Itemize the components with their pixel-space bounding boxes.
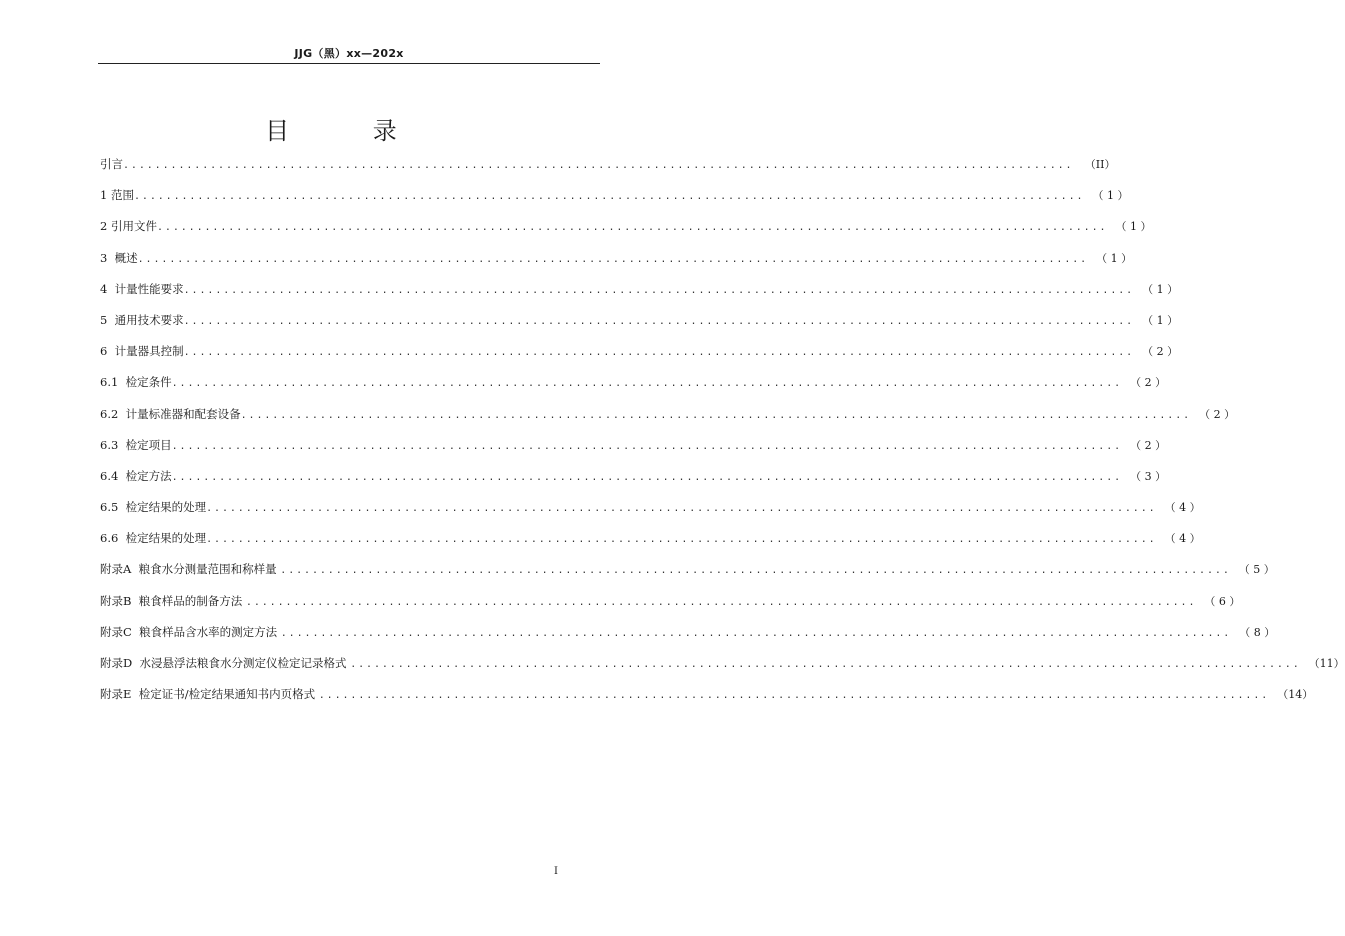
dot-leader: ........................................................................................................................ — [137, 253, 1089, 265]
toc-entry-page: （ 1 ） — [1115, 220, 1152, 234]
toc-entry-page: （14） — [1277, 688, 1314, 702]
dot-leader: ........................................................................................................................ — [350, 659, 1301, 670]
toc-entry-page: （ 3 ） — [1130, 469, 1167, 483]
toc-entry-label: 附录D 水浸悬浮法粮食水分测定仪检定记录格式 — [100, 656, 351, 670]
toc-entry-page: （ 4 ） — [1164, 532, 1201, 546]
toc-entry[interactable] — [100, 367, 1167, 398]
toc-entry[interactable] — [100, 679, 1314, 710]
toc-entry-label: 1 范围 — [100, 188, 134, 203]
table-of-contents — [100, 149, 1345, 710]
toc-entry-page: （ 5 ） — [1238, 563, 1275, 577]
toc-entry-label: 附录C 粮食样品含水率的测定方法 — [100, 624, 281, 639]
page-number: I — [554, 866, 558, 877]
dot-leader: ........................................................................................................................ — [240, 409, 1192, 421]
toc-entry-page: （ 2 ） — [1142, 345, 1179, 359]
toc-entry[interactable] — [100, 336, 1179, 367]
toc-entry-label: 6.1 检定条件 — [100, 375, 172, 390]
dot-leader: ........................................................................................................................ — [206, 503, 1157, 515]
toc-entry-label: 附录E 检定证书/检定结果通知书内页格式 — [100, 687, 319, 702]
toc-entry[interactable] — [100, 305, 1179, 336]
toc-entry-label: 附录A 粮食水分测量范围和称样量 — [100, 562, 281, 577]
toc-entry-page: （ 8 ） — [1239, 625, 1276, 639]
toc-entry-page: （ 1 ） — [1092, 189, 1129, 203]
toc-entry-label: 6.3 检定项目 — [100, 437, 172, 452]
toc-entry[interactable] — [100, 243, 1133, 274]
dot-leader: ........................................................................................................................ — [280, 627, 1232, 639]
toc-entry[interactable] — [100, 180, 1129, 211]
toc-entry-label: 5 通用技术要求 — [100, 312, 184, 327]
toc-entry[interactable] — [100, 648, 1345, 679]
toc-entry-page: （II） — [1084, 158, 1116, 171]
dot-leader: ........................................................................................................................ — [245, 596, 1197, 608]
toc-entry-label: 引言 — [100, 157, 123, 171]
dot-leader: ........................................................................................................................ — [280, 565, 1231, 577]
toc-entry-page: （ 1 ） — [1142, 282, 1179, 296]
toc-entry[interactable] — [100, 274, 1179, 305]
toc-entry[interactable] — [100, 586, 1241, 617]
toc-entry[interactable] — [100, 617, 1276, 648]
toc-entry-label: 6.2 计量标准器和配套设备 — [100, 406, 241, 421]
dot-leader: ........................................................................................................................ — [183, 284, 1135, 296]
toc-entry[interactable] — [100, 211, 1152, 242]
toc-entry-label: 2 引用文件 — [100, 219, 157, 234]
toc-entry[interactable] — [100, 523, 1201, 554]
toc-entry-page: （ 6 ） — [1204, 594, 1241, 608]
toc-entry[interactable] — [100, 430, 1167, 461]
dot-leader: ........................................................................................................................ — [318, 690, 1270, 702]
toc-entry-label: 6.4 检定方法 — [100, 468, 172, 483]
toc-entry[interactable] — [100, 399, 1236, 430]
running-header: JJG（黑）xx—202x — [294, 47, 404, 60]
dot-leader: ........................................................................................................................ — [171, 471, 1123, 483]
toc-entry-page: （ 1 ） — [1142, 313, 1179, 327]
toc-title: 目 录 — [265, 117, 435, 145]
toc-entry[interactable] — [100, 149, 1116, 180]
toc-entry-label: 3 概述 — [100, 250, 138, 265]
dot-leader: ........................................................................................................................ — [133, 191, 1085, 203]
toc-entry-page: （ 2 ） — [1199, 407, 1236, 421]
toc-entry-page: （ 2 ） — [1130, 376, 1167, 390]
header-rule — [98, 63, 600, 64]
dot-leader: ........................................................................................................................ — [206, 534, 1157, 546]
toc-entry-page: （11） — [1308, 657, 1345, 670]
dot-leader: ........................................................................................................................ — [156, 222, 1108, 234]
dot-leader: ........................................................................................................................ — [123, 160, 1074, 171]
toc-entry-label: 附录B 粮食样品的制备方法 — [100, 593, 246, 608]
toc-entry[interactable] — [100, 461, 1167, 492]
dot-leader: ........................................................................................................................ — [183, 347, 1135, 359]
toc-entry-label: 6.6 检定结果的处理 — [100, 531, 207, 546]
dot-leader: ........................................................................................................................ — [171, 440, 1123, 452]
toc-entry-page: （ 2 ） — [1130, 438, 1167, 452]
toc-entry-page: （ 4 ） — [1164, 501, 1201, 515]
dot-leader: ........................................................................................................................ — [171, 378, 1123, 390]
toc-entry-label: 6 计量器具控制 — [100, 344, 184, 359]
dot-leader: ........................................................................................................................ — [183, 315, 1135, 327]
toc-entry[interactable] — [100, 492, 1201, 523]
toc-entry-label: 6.5 检定结果的处理 — [100, 500, 207, 515]
toc-entry-page: （ 1 ） — [1096, 251, 1133, 265]
toc-entry-label: 4 计量性能要求 — [100, 281, 184, 296]
toc-entry[interactable] — [100, 554, 1275, 585]
